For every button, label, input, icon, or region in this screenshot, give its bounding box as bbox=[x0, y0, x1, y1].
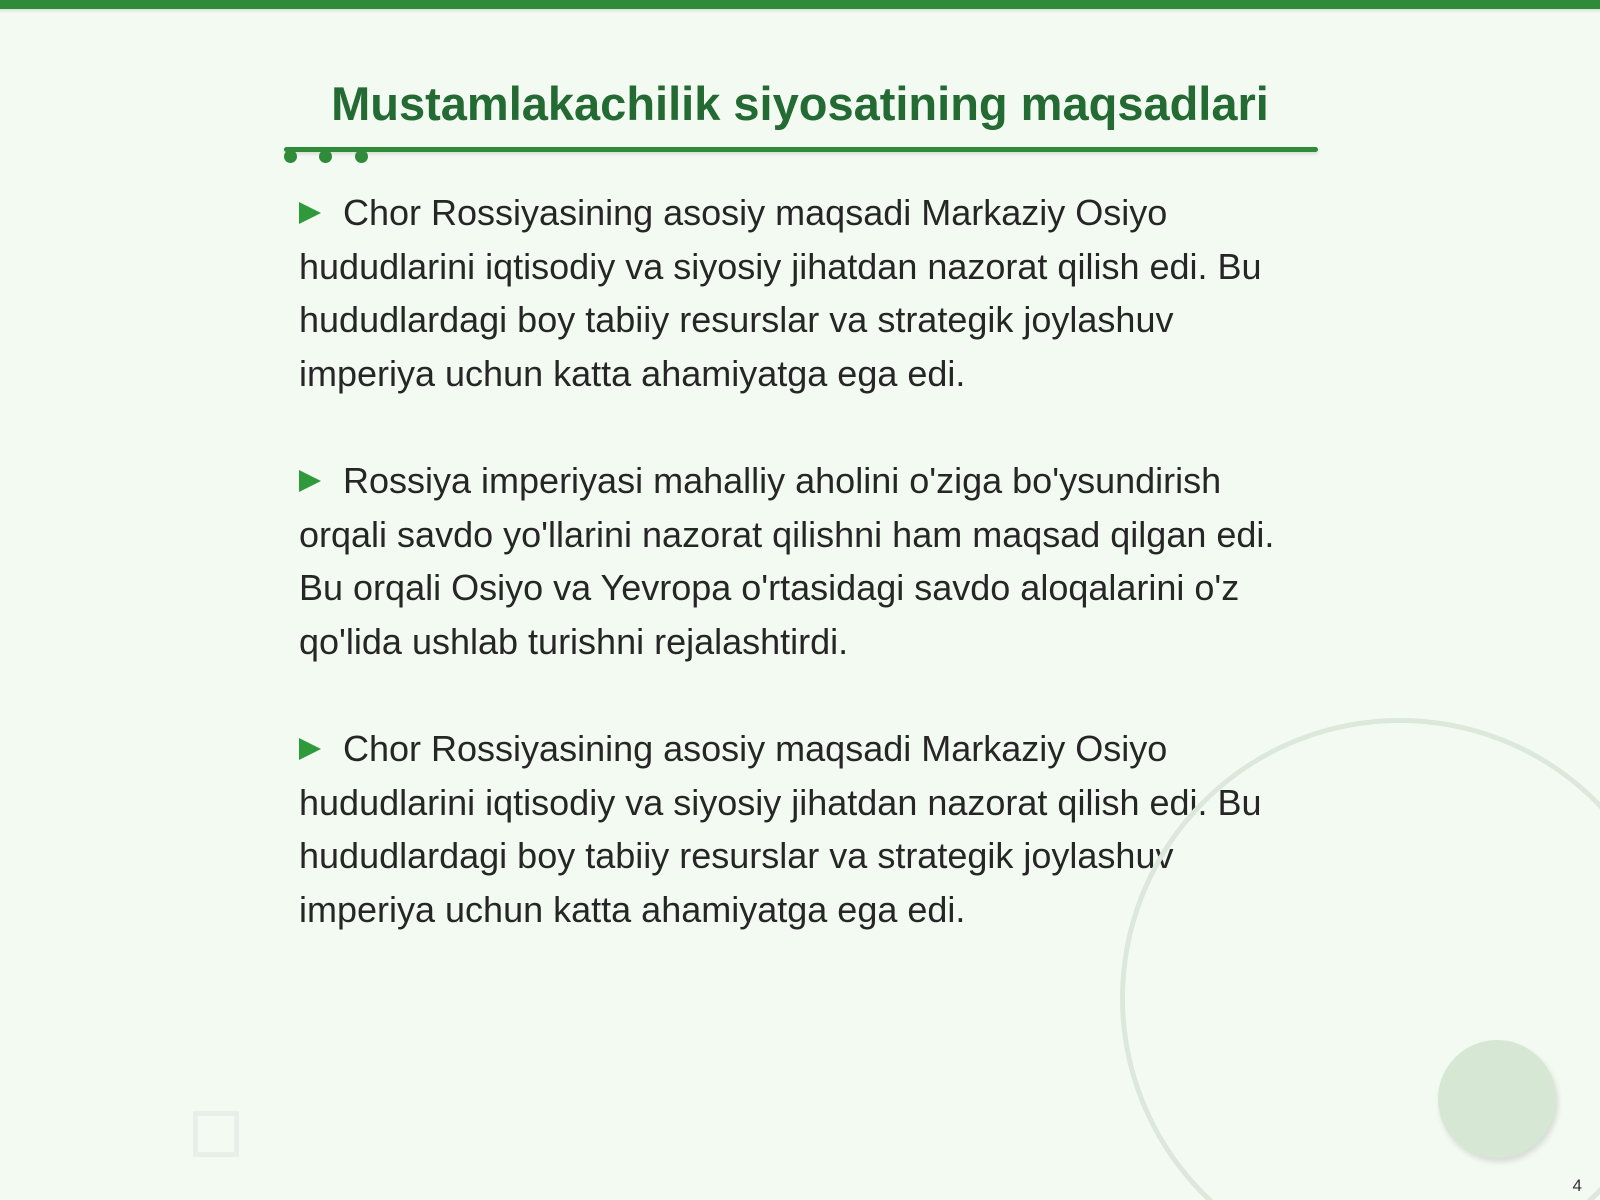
decorative-dot bbox=[284, 150, 297, 163]
title-underline bbox=[284, 147, 1318, 152]
decorative-circle bbox=[1438, 1040, 1556, 1158]
triangle-right-icon bbox=[299, 738, 321, 760]
top-accent-bar bbox=[0, 0, 1600, 9]
slide-title: Mustamlakachilik siyosatining maqsadlari bbox=[331, 77, 1269, 130]
decorative-square bbox=[193, 1111, 239, 1157]
bullet-text: Chor Rossiyasining asosiy maqsadi Markaziy Osiyo hududlarini iqtisodiy va siyosiy jihatdan nazorat qilish edi. Bu hududlardagi boy tabiiy resurslar va strategik joylashuv imperiya uchun katta ahamiyatga ega edi. bbox=[299, 728, 1262, 930]
triangle-right-icon bbox=[299, 202, 321, 224]
bullet-paragraph bbox=[299, 454, 1309, 668]
page-number: 4 bbox=[1572, 1176, 1582, 1195]
bullet-text: Rossiya imperiyasi mahalliy aholini o'ziga bo'ysundirish orqali savdo yo'llarini nazorat qilishni ham maqsad qilgan edi. Bu orqali Osiyo va Yevropa o'rtasidagi savdo aloqalarini o'z qo'lida ushlab turishni rejalashtirdi. bbox=[299, 460, 1275, 662]
top-accent-shadow bbox=[0, 9, 1600, 13]
decorative-dot bbox=[319, 150, 332, 163]
triangle-right-icon bbox=[299, 470, 321, 492]
decorative-dot bbox=[355, 150, 368, 163]
bullet-text: Chor Rossiyasining asosiy maqsadi Markaziy Osiyo hududlarini iqtisodiy va siyosiy jihatdan nazorat qilish edi. Bu hududlardagi boy tabiiy resurslar va strategik joylashuv imperiya uchun katta ahamiyatga ega edi. bbox=[299, 192, 1262, 394]
bullet-paragraph bbox=[299, 186, 1309, 400]
